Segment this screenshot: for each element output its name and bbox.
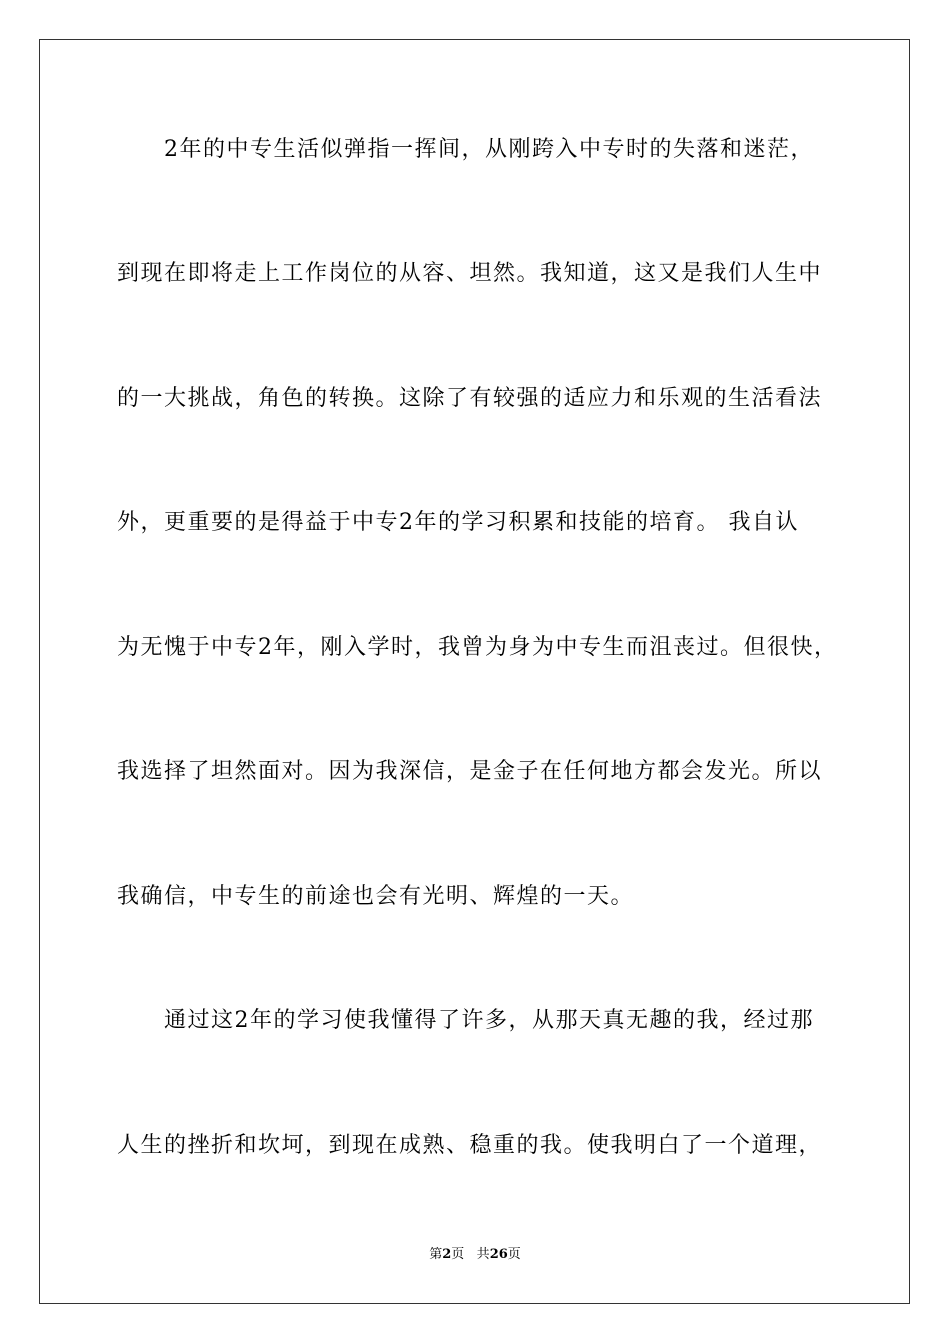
page-prefix: 第 — [429, 1247, 443, 1262]
paragraph-1-line-7: 我确信，中专生的前途也会有光明、辉煌的一天。 — [117, 884, 635, 909]
paragraph-1-line-4: 外，更重要的是得益于中专2年的学习积累和技能的培育。 我自认 — [117, 510, 799, 535]
page-number: 2 — [442, 1247, 452, 1262]
paragraph-1-line-1: 2年的中专生活似弹指一挥间，从刚跨入中专时的失落和迷茫， — [117, 137, 814, 162]
page-suffix: 页 — [451, 1247, 465, 1262]
paragraph-2-line-2: 人生的挫折和坎坷，到现在成熟、稳重的我。使我明白了一个道理， — [117, 1133, 823, 1158]
page-footer — [0, 1246, 950, 1264]
page-border — [39, 39, 910, 1304]
paragraph-1-line-6: 我选择了坦然面对。因为我深信，是金子在任何地方都会发光。所以 — [117, 759, 823, 784]
paragraph-1-line-5: 为无愧于中专2年，刚入学时，我曾为身为中专生而沮丧过。但很快， — [117, 635, 838, 660]
total-suffix: 页 — [507, 1247, 521, 1262]
paragraph-1-line-3: 的一大挑战，角色的转换。这除了有较强的适应力和乐观的生活看法 — [117, 386, 823, 411]
paragraph-1-line-2: 到现在即将走上工作岗位的从容、坦然。我知道，这又是我们人生中 — [117, 261, 823, 286]
total-pages: 26 — [489, 1247, 508, 1262]
paragraph-2-line-1: 通过这2年的学习使我懂得了许多，从那天真无趣的我，经过那 — [117, 1008, 814, 1033]
total-prefix: 共 — [476, 1247, 490, 1262]
